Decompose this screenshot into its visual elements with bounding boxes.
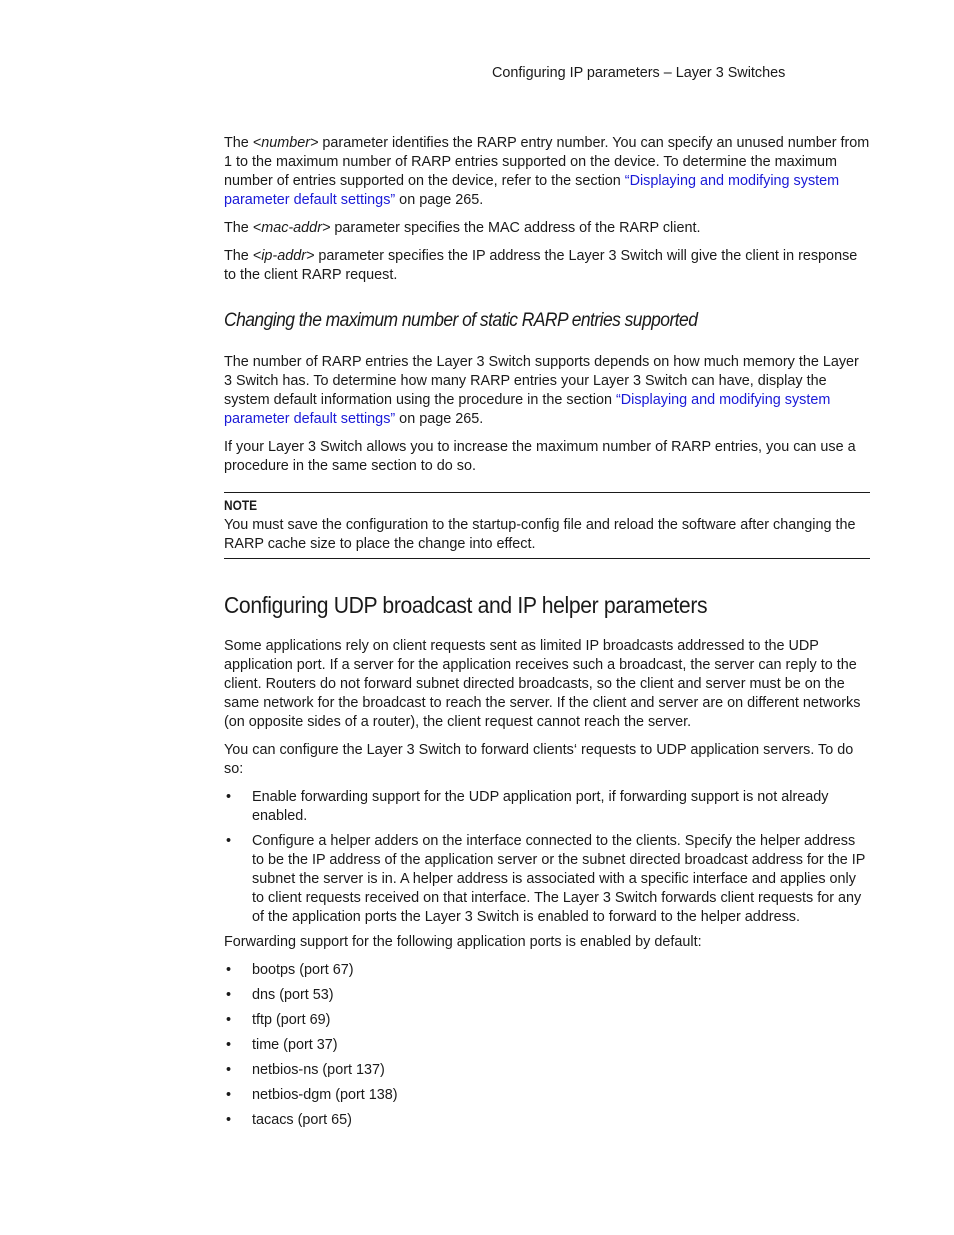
bullet: • <box>226 1087 232 1103</box>
note-label: NOTE <box>224 498 258 513</box>
bullet: • <box>226 1112 232 1128</box>
list-item <box>224 1061 870 1080</box>
text: The <box>224 248 253 264</box>
paragraph-increase-entries: If your Layer 3 Switch allows you to increase the maximum number of RARP entries, you can use a procedure in the same section to do so. <box>224 439 856 474</box>
bullet: • <box>226 1037 232 1053</box>
section-heading: Configuring UDP broadcast and IP helper parameters <box>224 592 708 618</box>
cross-reference-link[interactable]: “Displaying and modifying system parameter default settings” <box>224 392 831 427</box>
list-item <box>224 1036 870 1055</box>
paragraph-number-param <box>224 134 870 210</box>
list-item-text: bootps (port 67) <box>252 962 354 978</box>
subsection-heading: Changing the maximum number of static RARP entries supported <box>224 310 698 331</box>
note-box <box>224 492 870 559</box>
bullet: • <box>226 1012 232 1028</box>
bullet: • <box>226 962 232 978</box>
bullet: • <box>226 987 232 1003</box>
list-item <box>224 1011 870 1030</box>
param-name: <ip-addr> <box>252 248 315 264</box>
text: on page 265. <box>395 192 484 208</box>
running-header: Configuring IP parameters – Layer 3 Switches <box>492 65 786 81</box>
list-item <box>224 788 870 826</box>
page-content <box>224 134 870 1136</box>
cross-reference-link[interactable]: “Displaying and modifying system parameter default settings” <box>224 173 840 208</box>
text: The number of RARP entries the Layer 3 Switch supports depends on how much memory the Layer 3 Switch has. To determine how many RARP entries your Layer 3 Switch can have, display the system default information using the procedure in the section <box>224 354 859 408</box>
note-text: You must save the configuration to the startup-config file and reload the software after changing the RARP cache size to place the change into effect. <box>224 517 856 552</box>
list-item-text: netbios-ns (port 137) <box>252 1062 385 1078</box>
param-name: <number> <box>252 135 319 151</box>
paragraph-ip-addr-param <box>224 247 870 285</box>
list-item-text: dns (port 53) <box>252 987 334 1003</box>
text: parameter specifies the MAC address of the RARP client. <box>330 220 701 236</box>
paragraph-default-ports: Forwarding support for the following application ports is enabled by default: <box>224 934 702 950</box>
list-item <box>224 961 870 980</box>
text: The <box>224 135 253 151</box>
list-item-text: Enable forwarding support for the UDP application port, if forwarding support is not already enabled. <box>252 789 829 824</box>
paragraph-mac-addr-param <box>224 219 870 238</box>
bullet: • <box>226 1062 232 1078</box>
text: parameter specifies the IP address the Layer 3 Switch will give the client in response to the client RARP request. <box>224 248 858 283</box>
ports-list <box>224 961 870 1130</box>
list-item <box>224 986 870 1005</box>
list-item <box>224 1086 870 1105</box>
bullet: • <box>226 789 232 805</box>
steps-list <box>224 788 870 927</box>
paragraph-udp-intro: Some applications rely on client requests sent as limited IP broadcasts addressed to the UDP application port. If a server for the application receives such a broadcast, the server can reply to the client. Routers do not forward subnet directed broadcasts, so the client and server must be on the same network for the broadcast to reach the server. If the client and server are on different networks (on opposite sides of a router), the client request cannot reach the server. <box>224 638 861 730</box>
list-item-text: netbios-dgm (port 138) <box>252 1087 398 1103</box>
list-item-text: Configure a helper adders on the interface connected to the clients. Specify the helper address to be the IP address of the application server or the subnet directed broadcast address for the IP subnet the server is in. A helper address is associated with a specific interface and applies only to client requests received on that interface. The Layer 3 Switch forwards client requests for any of the application ports the Layer 3 Switch is enabled to forward to the helper address. <box>252 833 866 925</box>
paragraph-rarp-entries <box>224 353 870 429</box>
text: parameter identifies the RARP entry number. You can specify an unused number from 1 to the maximum number of RARP entries supported on the device. To determine the maximum number of entries supported on the device, refer to the section <box>224 135 870 189</box>
bullet: • <box>226 833 232 849</box>
paragraph-udp-config: You can configure the Layer 3 Switch to forward clients‘ requests to UDP application servers. To do so: <box>224 742 854 777</box>
list-item-text: tftp (port 69) <box>252 1012 331 1028</box>
list-item <box>224 832 870 927</box>
list-item-text: tacacs (port 65) <box>252 1112 352 1128</box>
param-name: <mac-addr> <box>252 220 331 236</box>
list-item <box>224 1111 870 1130</box>
text: on page 265. <box>395 411 484 427</box>
list-item-text: time (port 37) <box>252 1037 338 1053</box>
text: The <box>224 220 253 236</box>
